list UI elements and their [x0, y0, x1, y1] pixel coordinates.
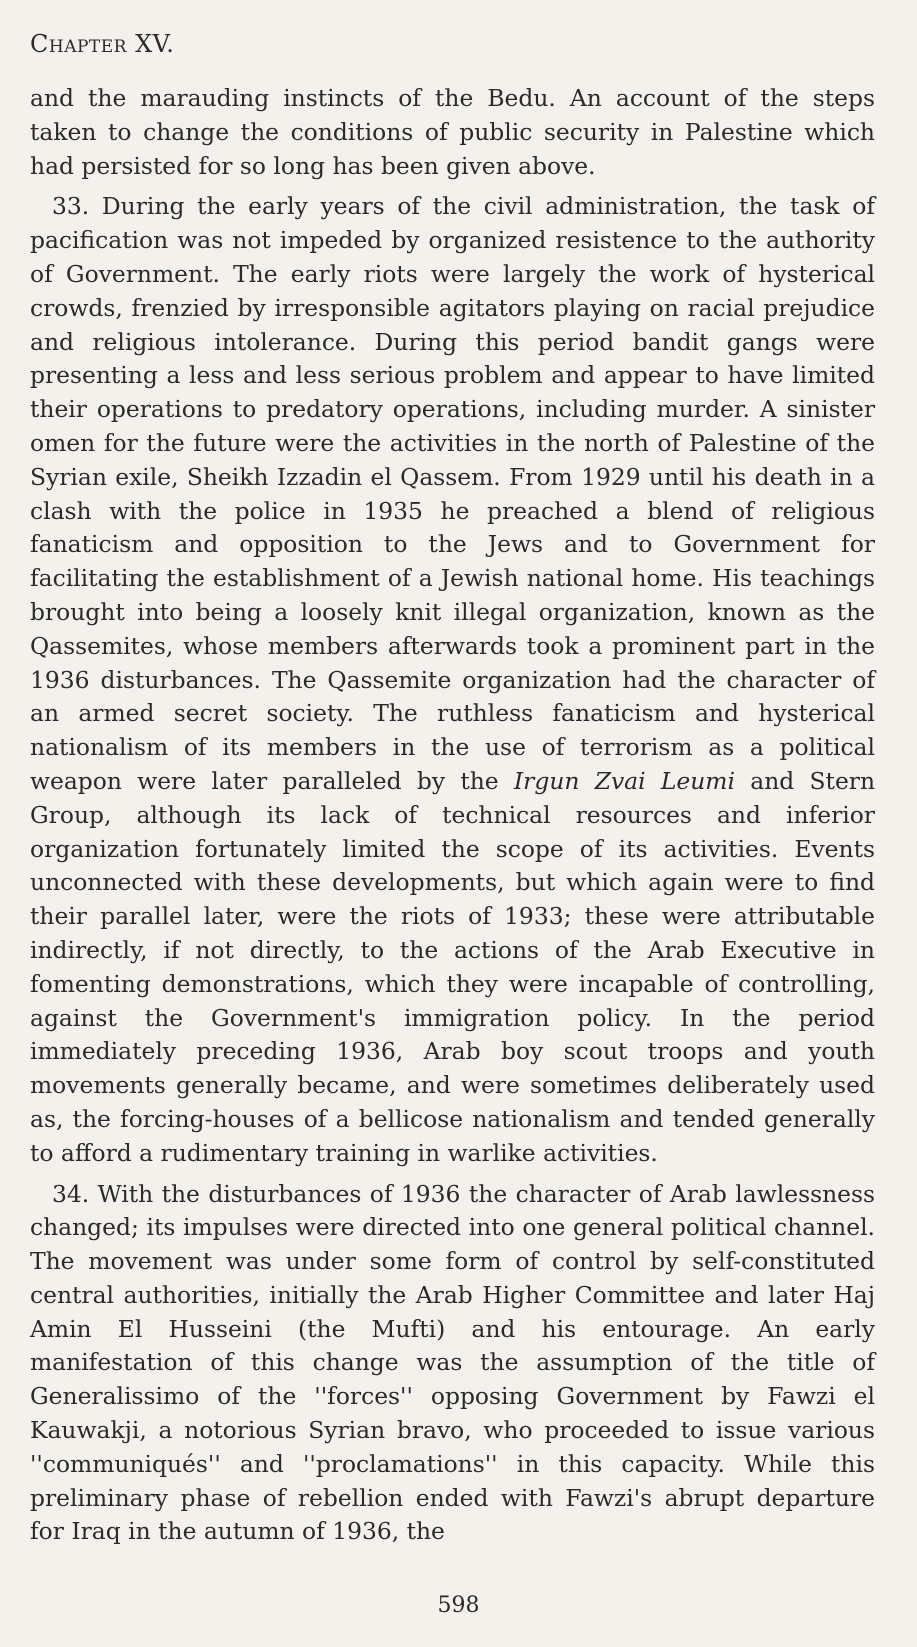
paragraph-33-part-1: 33. During the early years of the civil administration, the task of pacification was not impeded by organized resistence to the authority of Government. The early riots were largely the work of hysterical crowds, frenzied by irresponsible agitators playing on racial prejudice and religious intolerance. During this period bandit gangs were presenting a less and less serious problem and appear to have limited their operations to predatory operations, including murder. A sinister omen for the future were the activities in the north of Palestine of the Syrian exile, Sheikh Izzadin el Qassem. From 1929 until his death in a clash with the police in 1935 he preached a blend of religious fanaticism and opposition to the Jews and to Government for facilitating the establishment of a Jewish national home. His teachings brought into being a loosely knit illegal organization, known as the Qassemites, whose members afterwards took a prominent part in the 1936 disturbances. The Qassemite organization had the character of an armed secret society. The ruthless fanaticism and hysterical nationalism of its members in the use of terrorism as a political weapon were later paralleled by the: [30, 192, 875, 795]
page-number: 598: [437, 1593, 480, 1618]
paragraph-33-part-2: and Stern Group, although its lack of technical resources and inferior organization fortunately limited the scope of its activities. Events unconnected with these developments, but which again were to find their parallel later, were the riots of 1933; these were attributable indirectly, if not directly, to the actions of the Arab Executive in fomenting demonstrations, which they were incapable of controlling, against the Government's immigration policy. In the period immediately preceding 1936, Arab boy scout troops and youth movements generally became, and were sometimes deliberately used as, the forcing-houses of a bellicose nationalism and tended generally to afford a rudimentary training in warlike activities.: [30, 766, 876, 1167]
paragraph-33-italic: Irgun Zvai Leumi: [513, 766, 735, 795]
chapter-heading: Chapter XV.: [30, 30, 175, 58]
paragraph-33: [30, 190, 875, 1170]
body-text: [30, 82, 875, 1556]
paragraph-continuation: and the marauding instincts of the Bedu. An account of the steps taken to change the conditions of public security in Palestine which had persisted for so long has been given above.: [30, 84, 875, 180]
paragraph-34: 34. With the disturbances of 1936 the character of Arab lawlessness changed; its impulses were directed into one general political channel. The movement was under some form of control by self-constituted central authorities, initially the Arab Higher Committee and later Haj Amin El Husseini (the Mufti) and his entourage. An early manifestation of this change was the assumption of the title of Generalissimo of the ''forces'' opposing Government by Fawzi el Kauwakji, a notorious Syrian bravo, who proceeded to issue various ''communiqués'' and ''proclamations'' in this capacity. While this preliminary phase of rebellion ended with Fawzi's abrupt departure for Iraq in the autumn of 1936, the: [30, 1179, 875, 1546]
